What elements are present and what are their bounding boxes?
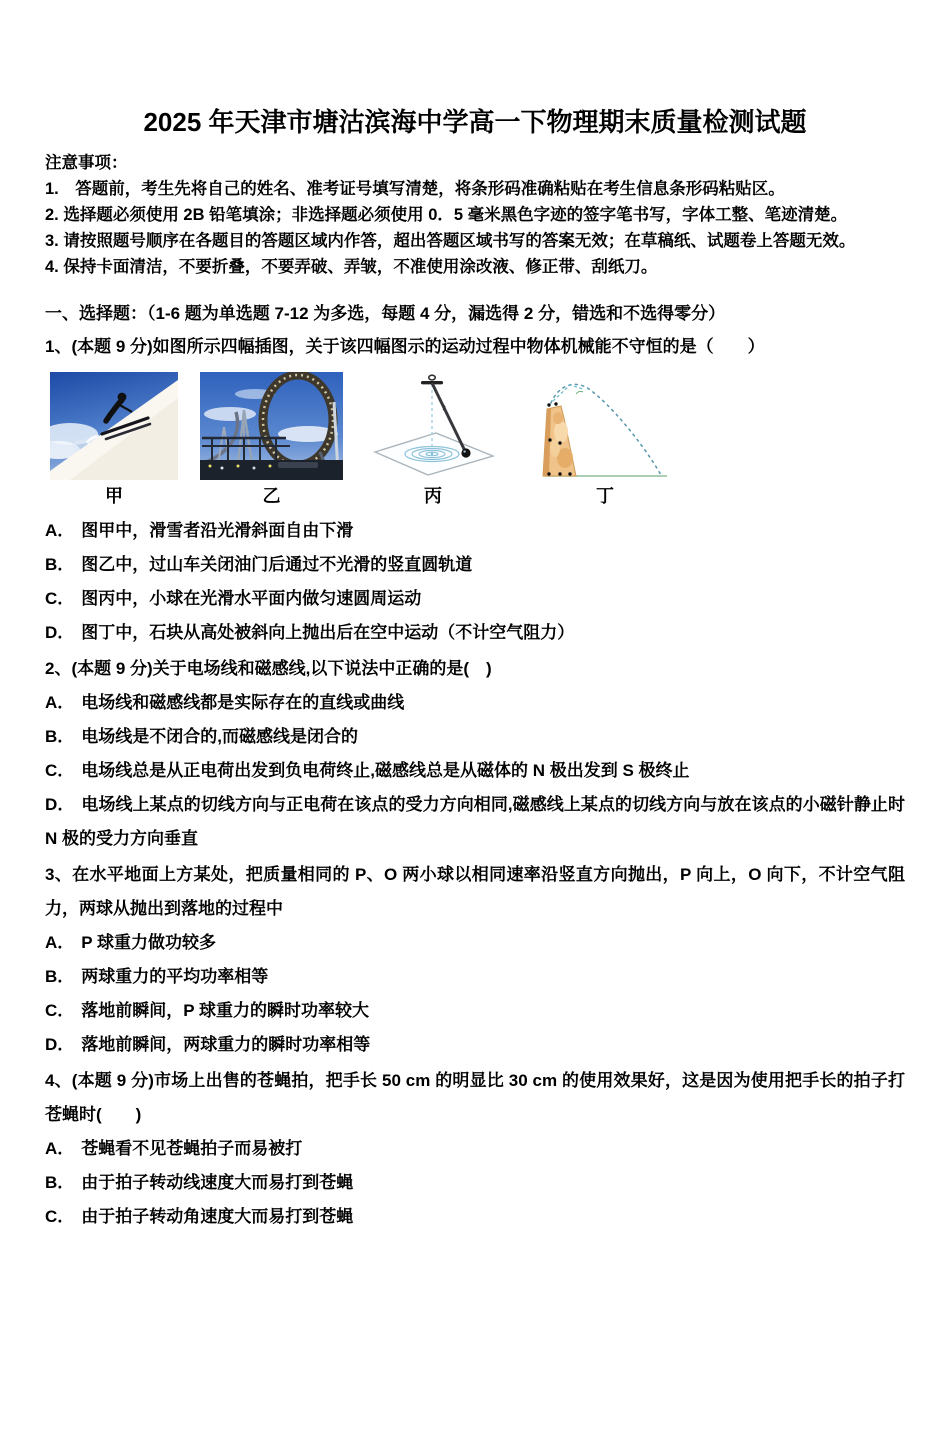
question-3-option-a [45,926,905,960]
projectile-from-cliff-image [540,372,670,480]
question-2-option-d [45,788,905,856]
option-text: 电场线总是从正电荷出发到负电荷终止,磁感线总是从磁体的 N 极出发到 S 极终止 [81,761,690,780]
option-key: C． [45,1001,75,1020]
question-2-option-a [45,686,905,720]
option-text: 由于拍子转动线速度大而易打到苍蝇 [81,1173,354,1192]
notice-item-3: 3. 请按照题号顺序在各题目的答题区域内作答，超出答题区域书写的答案无效；在草稿纸、试题卷上答题无效。 [45,232,856,250]
question-1-options [45,514,905,650]
figure-jia [50,372,178,506]
question-1-stem: 1、(本题 9 分)如图所示四幅插图，关于该四幅图示的运动过程中物体机械能不守恒的是（ ） [45,337,765,356]
option-text: 图甲中，滑雪者沿光滑斜面自由下滑 [81,521,354,540]
question-2-option-b [45,720,905,754]
question-3-option-d [45,1028,905,1062]
exam-paper-page [0,106,950,1450]
question-1-option-c [45,582,905,616]
skier-slope-image [50,372,178,480]
option-text: 两球重力的平均功率相等 [81,967,269,986]
question-3-options [45,926,905,1062]
question-1-option-d [45,616,905,650]
option-key: B． [45,967,75,986]
question-2-option-c [45,754,905,788]
option-key: A． [45,521,75,540]
option-text: 图乙中，过山车关闭油门后通过不光滑的竖直圆轨道 [81,555,473,574]
option-key: C． [45,589,75,608]
question-1-option-a [45,514,905,548]
question-3-option-c [45,994,905,1028]
option-key: D． [45,623,75,642]
option-key: D． [45,795,75,814]
notice-item-4: 4. 保持卡面清洁，不要折叠，不要弄破、弄皱，不准使用涂改液、修正带、刮纸刀。 [45,258,658,276]
conical-pendulum-image [366,372,500,480]
option-text: 落地前瞬间，P 球重力的瞬时功率较大 [81,1001,370,1020]
question-4-option-c [45,1200,905,1234]
figure-jia-label: 甲 [105,486,123,506]
option-key: A． [45,933,75,952]
figure-bing-label: 丙 [424,486,442,506]
figure-yi-label: 乙 [262,486,281,506]
question-1-figures [50,372,905,506]
question-4-stem: 4、(本题 9 分)市场上出售的苍蝇拍，把手长 50 cm 的明显比 30 cm 的使用效果好，这是因为使用把手长的拍子打苍蝇时( ) [45,1071,905,1124]
option-key: D． [45,1035,75,1054]
question-3-stem: 3、在水平地面上方某处，把质量相同的 P、O 两小球以相同速率沿竖直方向抛出，P 向上，O 向下，不计空气阻力，两球从抛出到落地的过程中 [45,865,905,918]
figure-bing [366,372,500,506]
option-key: B． [45,727,75,746]
cloud-shape [204,407,256,421]
option-text: 电场线上某点的切线方向与正电荷在该点的受力方向相同,磁感线上某点的切线方向与放在该点的小磁针静止时 N 极的受力方向垂直 [45,795,905,848]
station-base-shape [200,460,343,480]
figure-ding [540,372,670,506]
question-1-option-b [45,548,905,582]
notice-section [45,150,905,280]
question-4-option-b [45,1166,905,1200]
pendulum-ball-shape [461,448,470,457]
question-4-options [45,1132,905,1234]
option-text: 图丙中，小球在光滑水平面内做匀速圆周运动 [81,589,422,608]
option-text: 电场线是不闭合的,而磁感线是闭合的 [81,727,359,746]
option-text: 图丁中，石块从高处被斜向上抛出后在空中运动（不计空气阻力） [81,623,575,642]
roller-coaster-loop-image [200,372,343,480]
section-header-multiple-choice: 一、选择题：（1-6 题为单选题 7-12 为多选，每题 4 分，漏选得 2 分，错选和不选得零分） [45,304,726,323]
question-3-option-b [45,960,905,994]
option-text: 电场线和磁感线都是实际存在的直线或曲线 [81,693,405,712]
question-4-option-a [45,1132,905,1166]
question-2-stem: 2、(本题 9 分)关于电场线和磁感线,以下说法中正确的是( ) [45,659,492,678]
option-key: A． [45,693,75,712]
option-key: C． [45,1207,75,1226]
notice-item-1: 1. 答题前，考生先将自己的姓名、准考证号填写清楚，将条形码准确粘贴在考生信息条形码粘贴区。 [45,180,785,198]
option-key: C． [45,761,75,780]
question-2-options [45,686,905,856]
figure-yi [200,372,343,506]
option-key: B． [45,555,75,574]
option-text: 由于拍子转动角速度大而易打到苍蝇 [81,1207,354,1226]
notice-item-2: 2. 选择题必须使用 2B 铅笔填涂；非选择题必须使用 0．5 毫米黑色字迹的签字笔书写，字体工整、笔迹清楚。 [45,206,848,224]
option-key: B． [45,1173,75,1192]
option-key: A． [45,1139,75,1158]
notice-heading: 注意事项： [45,154,128,172]
figure-ding-label: 丁 [596,486,614,506]
option-text: 苍蝇看不见苍蝇拍子而易被打 [81,1139,303,1158]
option-text: P 球重力做功较多 [81,933,217,952]
page-title: 2025 年天津市塘沽滨海中学高一下物理期末质量检测试题 [143,107,807,137]
option-text: 落地前瞬间，两球重力的瞬时功率相等 [81,1035,371,1054]
